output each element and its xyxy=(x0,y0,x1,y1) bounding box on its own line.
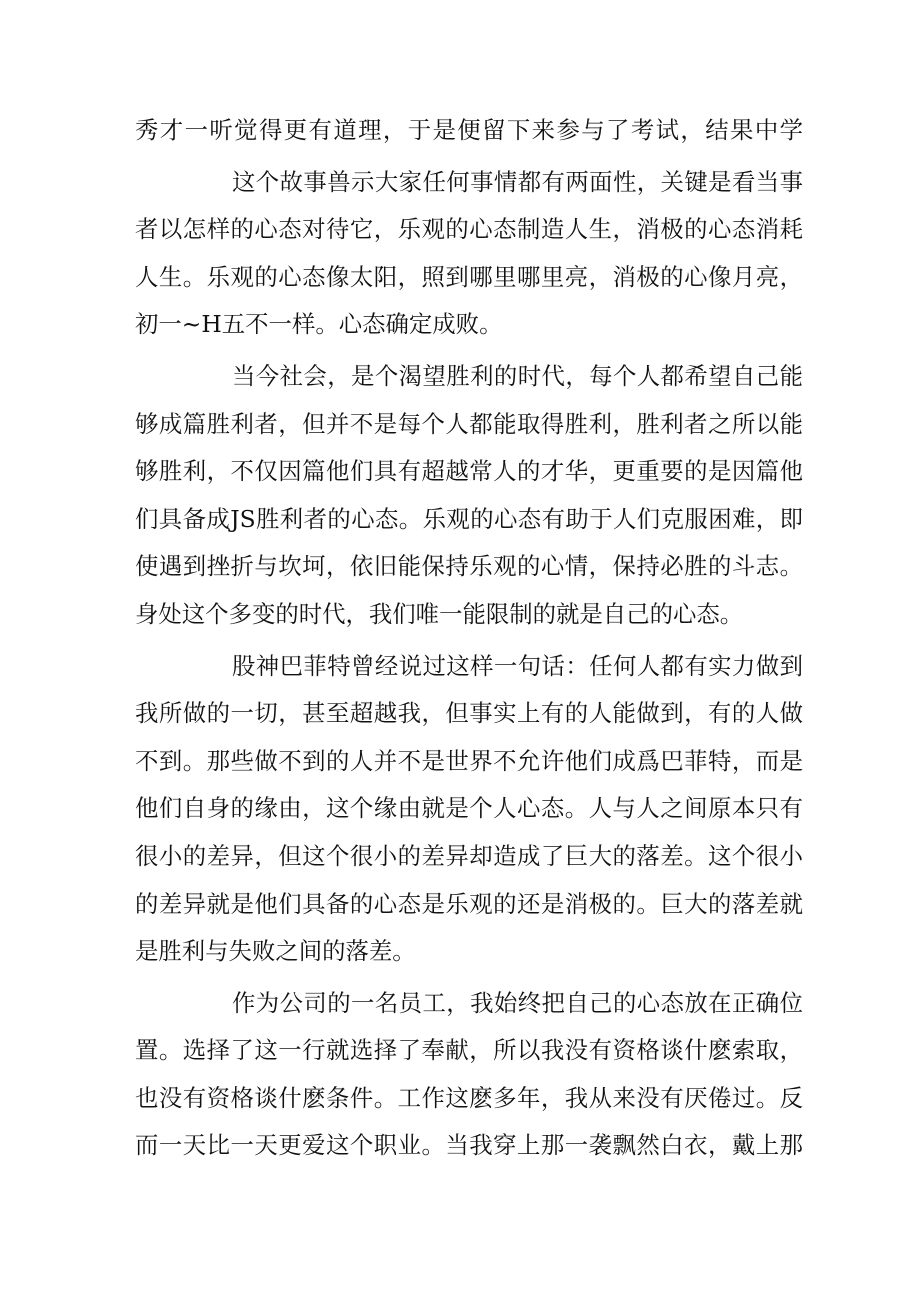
text-line: 的差异就是他们具备的心态是乐观的还是消极的。巨大的落差就 xyxy=(135,889,803,918)
text-line: 作为公司的一名员工，我始终把自己的心态放在正确位 xyxy=(232,988,803,1017)
text-line: 我所做的一切，甚至超越我，但事实上有的人能做到，有的人做 xyxy=(135,699,803,728)
paragraph-buffett xyxy=(135,643,803,976)
paragraph-story-lesson xyxy=(135,159,803,349)
text-line: 当今社会，是个渴望胜利的时代，每个人都希望自己能 xyxy=(232,361,803,390)
paragraph-employee xyxy=(135,980,803,1170)
text-line: 而一天比一天更爱这个职业。当我穿上那一袭飘然白衣，戴上那 xyxy=(135,1131,803,1160)
text-line: 初一~H五不一样。心态确定成败。 xyxy=(135,310,503,339)
paragraph-society xyxy=(135,353,803,639)
document-body xyxy=(135,107,803,1170)
text-line: 这个故事兽示大家任何事情都有两面性，关键是看当事 xyxy=(232,167,803,196)
text-line: 使遇到挫折与坎坷，依旧能保持乐观的心情，保持必胜的斗志。 xyxy=(135,552,803,581)
text-line: 他们自身的缘由，这个缘由就是个人心态。人与人之间原本只有 xyxy=(135,794,803,823)
text-line: 秀才一听觉得更有道理，于是便留下来参与了考试，结果中学 xyxy=(135,116,803,144)
paragraph-continuation xyxy=(135,107,803,155)
text-line: 股神巴菲特曾经说过这样一句话：任何人都有实力做到 xyxy=(232,651,803,680)
text-line: 够成篇胜利者，但并不是每个人都能取得胜利，胜利者之所以能 xyxy=(135,409,803,438)
text-line: 置。选择了这一行就选择了奉献，所以我没有资格谈什麽索取， xyxy=(135,1036,803,1065)
text-line: 者以怎样的心态对待它，乐观的心态制造人生，消极的心态消耗 xyxy=(135,215,803,244)
text-line: 够胜利，不仅因篇他们具有超越常人的才华，更重要的是因篇他 xyxy=(135,457,803,486)
text-line: 人生。乐观的心态像太阳，照到哪里哪里亮，消极的心像月亮， xyxy=(135,262,803,291)
text-line: 很小的差异，但这个很小的差异却造成了巨大的落差。这个很小 xyxy=(135,841,803,870)
text-line: 们具备成JS胜利者的心态。乐观的心态有助于人们克服困难，即 xyxy=(135,504,803,533)
text-line: 不到。那些做不到的人并不是世界不允许他们成爲巴菲特，而是 xyxy=(135,746,803,775)
text-line: 是胜利与失败之间的落差。 xyxy=(135,937,416,966)
text-line: 身处这个多变的时代，我们唯一能限制的就是自己的心态。 xyxy=(135,599,744,628)
text-line: 也没有资格谈什麽条件。工作这麽多年，我从来没有厌倦过。反 xyxy=(135,1083,803,1112)
